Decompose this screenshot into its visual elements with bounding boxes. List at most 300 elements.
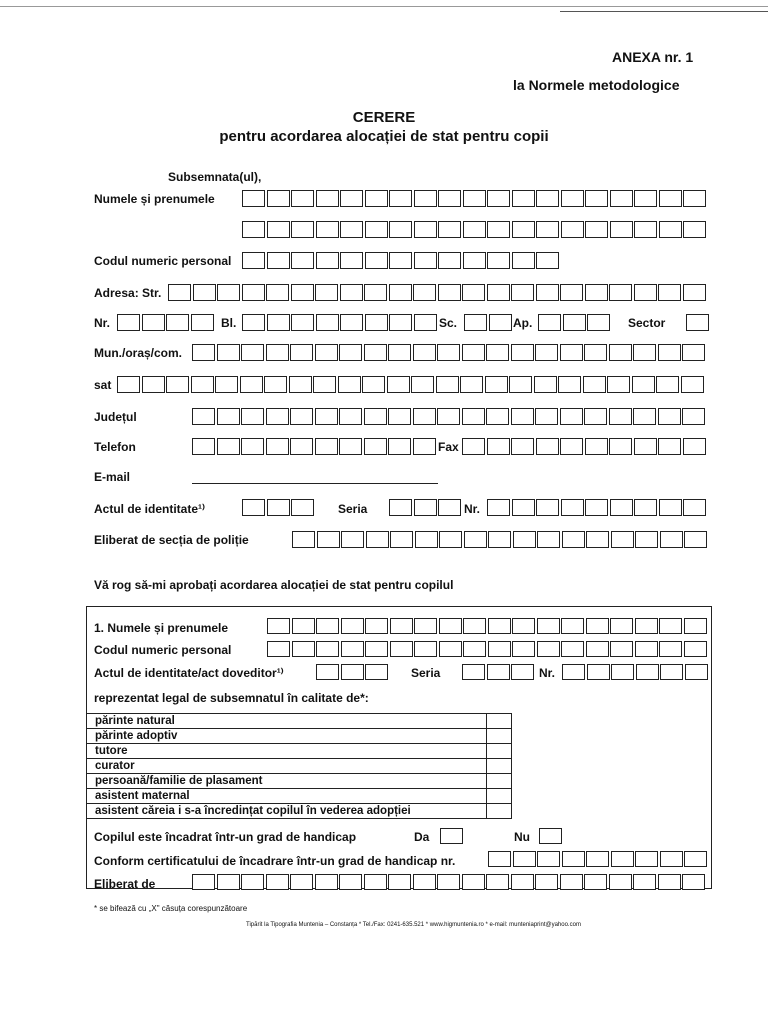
child-issued-by-cells[interactable]	[192, 874, 707, 892]
input-cell[interactable]	[414, 618, 437, 634]
fax-cells[interactable]	[462, 438, 707, 456]
input-cell[interactable]	[390, 618, 413, 634]
input-cell[interactable]	[315, 344, 338, 361]
input-cell[interactable]	[682, 874, 705, 890]
input-cell[interactable]	[413, 438, 436, 455]
input-cell[interactable]	[683, 190, 706, 207]
input-cell[interactable]	[317, 531, 340, 548]
input-cell[interactable]	[166, 376, 189, 393]
input-cell[interactable]	[291, 314, 314, 331]
staircase-cells[interactable]	[464, 314, 513, 332]
child-series-cells[interactable]	[462, 664, 536, 682]
input-cell[interactable]	[583, 376, 606, 393]
input-cell[interactable]	[463, 641, 486, 657]
input-cell[interactable]	[290, 874, 313, 890]
input-cell[interactable]	[683, 438, 706, 455]
input-cell[interactable]	[609, 344, 632, 361]
input-cell[interactable]	[267, 190, 290, 207]
input-cell[interactable]	[438, 190, 461, 207]
input-cell[interactable]	[585, 221, 608, 238]
input-cell[interactable]	[659, 641, 682, 657]
input-cell[interactable]	[292, 618, 315, 634]
input-cell[interactable]	[489, 314, 512, 331]
input-cell[interactable]	[168, 284, 191, 301]
input-cell[interactable]	[609, 438, 632, 455]
input-cell[interactable]	[513, 531, 536, 548]
input-cell[interactable]	[193, 284, 216, 301]
input-cell[interactable]	[266, 284, 289, 301]
input-cell[interactable]	[488, 618, 511, 634]
input-cell[interactable]	[586, 851, 609, 867]
input-cell[interactable]	[487, 499, 510, 516]
input-cell[interactable]	[609, 408, 632, 425]
input-cell[interactable]	[586, 531, 609, 548]
input-cell[interactable]	[560, 438, 583, 455]
input-cell[interactable]	[635, 618, 658, 634]
input-cell[interactable]	[561, 221, 584, 238]
guardian-role-checkbox[interactable]	[487, 729, 512, 744]
input-cell[interactable]	[536, 252, 559, 269]
input-cell[interactable]	[192, 344, 215, 361]
input-cell[interactable]	[242, 314, 265, 331]
applicant-name-row1[interactable]	[242, 190, 708, 208]
input-cell[interactable]	[609, 874, 632, 890]
input-cell[interactable]	[291, 221, 314, 238]
input-cell[interactable]	[610, 618, 633, 634]
input-cell[interactable]	[316, 221, 339, 238]
input-cell[interactable]	[561, 190, 584, 207]
input-cell[interactable]	[585, 284, 608, 301]
input-cell[interactable]	[340, 221, 363, 238]
input-cell[interactable]	[242, 252, 265, 269]
input-cell[interactable]	[341, 618, 364, 634]
input-cell[interactable]	[560, 408, 583, 425]
input-cell[interactable]	[365, 664, 388, 680]
child-cnp-cells[interactable]	[267, 641, 708, 659]
input-cell[interactable]	[388, 408, 411, 425]
number-cells[interactable]	[117, 314, 215, 332]
input-cell[interactable]	[634, 499, 657, 516]
input-cell[interactable]	[512, 641, 535, 657]
input-cell[interactable]	[585, 190, 608, 207]
input-cell[interactable]	[315, 284, 338, 301]
input-cell[interactable]	[633, 874, 656, 890]
city-cells[interactable]	[192, 344, 707, 362]
block-cells[interactable]	[242, 314, 438, 332]
input-cell[interactable]	[659, 499, 682, 516]
applicant-name-row2[interactable]	[242, 221, 708, 239]
input-cell[interactable]	[439, 641, 462, 657]
input-cell[interactable]	[191, 314, 214, 331]
input-cell[interactable]	[610, 641, 633, 657]
input-cell[interactable]	[267, 499, 290, 516]
input-cell[interactable]	[242, 284, 265, 301]
input-cell[interactable]	[291, 252, 314, 269]
input-cell[interactable]	[511, 284, 534, 301]
input-cell[interactable]	[340, 252, 363, 269]
input-cell[interactable]	[389, 221, 412, 238]
input-cell[interactable]	[562, 851, 585, 867]
input-cell[interactable]	[217, 408, 240, 425]
input-cell[interactable]	[340, 284, 363, 301]
input-cell[interactable]	[633, 408, 656, 425]
input-cell[interactable]	[563, 314, 586, 331]
input-cell[interactable]	[511, 664, 534, 680]
input-cell[interactable]	[587, 314, 610, 331]
guardian-role-checkbox[interactable]	[487, 744, 512, 759]
input-cell[interactable]	[390, 531, 413, 548]
input-cell[interactable]	[240, 376, 263, 393]
input-cell[interactable]	[388, 344, 411, 361]
input-cell[interactable]	[292, 531, 315, 548]
input-cell[interactable]	[611, 664, 634, 680]
issued-by-cells[interactable]	[292, 531, 709, 549]
input-cell[interactable]	[463, 618, 486, 634]
input-cell[interactable]	[660, 851, 683, 867]
child-document-cells[interactable]	[316, 664, 390, 682]
input-cell[interactable]	[634, 190, 657, 207]
input-cell[interactable]	[658, 874, 681, 890]
input-cell[interactable]	[242, 221, 265, 238]
input-cell[interactable]	[536, 438, 559, 455]
input-cell[interactable]	[658, 344, 681, 361]
input-cell[interactable]	[487, 664, 510, 680]
input-cell[interactable]	[364, 284, 387, 301]
input-cell[interactable]	[437, 408, 460, 425]
input-cell[interactable]	[241, 438, 264, 455]
input-cell[interactable]	[587, 664, 610, 680]
input-cell[interactable]	[414, 314, 437, 331]
input-cell[interactable]	[610, 499, 633, 516]
input-cell[interactable]	[389, 190, 412, 207]
input-cell[interactable]	[585, 438, 608, 455]
input-cell[interactable]	[241, 408, 264, 425]
input-cell[interactable]	[316, 641, 339, 657]
input-cell[interactable]	[462, 284, 485, 301]
input-cell[interactable]	[659, 221, 682, 238]
guardian-role-checkbox[interactable]	[487, 804, 512, 819]
input-cell[interactable]	[683, 284, 706, 301]
input-cell[interactable]	[414, 499, 437, 516]
input-cell[interactable]	[217, 284, 240, 301]
input-cell[interactable]	[413, 284, 436, 301]
input-cell[interactable]	[365, 618, 388, 634]
sector-cells[interactable]	[686, 314, 711, 332]
input-cell[interactable]	[438, 284, 461, 301]
guardian-role-checkbox[interactable]	[487, 774, 512, 789]
input-cell[interactable]	[683, 221, 706, 238]
input-cell[interactable]	[192, 438, 215, 455]
input-cell[interactable]	[365, 221, 388, 238]
input-cell[interactable]	[364, 344, 387, 361]
input-cell[interactable]	[316, 618, 339, 634]
input-cell[interactable]	[315, 408, 338, 425]
input-cell[interactable]	[511, 438, 534, 455]
input-cell[interactable]	[462, 408, 485, 425]
input-cell[interactable]	[607, 376, 630, 393]
input-cell[interactable]	[365, 641, 388, 657]
input-cell[interactable]	[659, 618, 682, 634]
input-cell[interactable]	[632, 376, 655, 393]
input-cell[interactable]	[537, 618, 560, 634]
input-cell[interactable]	[267, 641, 290, 657]
input-cell[interactable]	[462, 664, 485, 680]
input-cell[interactable]	[685, 664, 708, 680]
input-cell[interactable]	[682, 344, 705, 361]
input-cell[interactable]	[536, 190, 559, 207]
input-cell[interactable]	[586, 641, 609, 657]
input-cell[interactable]	[341, 664, 364, 680]
input-cell[interactable]	[362, 376, 385, 393]
phone-cells[interactable]	[192, 438, 437, 456]
input-cell[interactable]	[166, 314, 189, 331]
input-cell[interactable]	[389, 252, 412, 269]
input-cell[interactable]	[534, 376, 557, 393]
input-cell[interactable]	[266, 344, 289, 361]
input-cell[interactable]	[411, 376, 434, 393]
input-cell[interactable]	[316, 664, 339, 680]
input-cell[interactable]	[387, 376, 410, 393]
input-cell[interactable]	[659, 190, 682, 207]
input-cell[interactable]	[487, 221, 510, 238]
input-cell[interactable]	[117, 314, 140, 331]
input-cell[interactable]	[462, 438, 485, 455]
input-cell[interactable]	[290, 408, 313, 425]
input-cell[interactable]	[486, 408, 509, 425]
input-cell[interactable]	[488, 641, 511, 657]
id-document-cells[interactable]	[242, 499, 316, 517]
input-cell[interactable]	[267, 618, 290, 634]
applicant-cnp-cells[interactable]	[242, 252, 561, 270]
input-cell[interactable]	[684, 641, 707, 657]
input-cell[interactable]	[366, 531, 389, 548]
input-cell[interactable]	[315, 874, 338, 890]
input-cell[interactable]	[192, 408, 215, 425]
input-cell[interactable]	[241, 344, 264, 361]
input-cell[interactable]	[535, 874, 558, 890]
input-cell[interactable]	[291, 284, 314, 301]
input-cell[interactable]	[316, 190, 339, 207]
input-cell[interactable]	[686, 314, 709, 331]
input-cell[interactable]	[438, 221, 461, 238]
input-cell[interactable]	[390, 641, 413, 657]
input-cell[interactable]	[142, 314, 165, 331]
input-cell[interactable]	[660, 531, 683, 548]
input-cell[interactable]	[537, 851, 560, 867]
input-cell[interactable]	[463, 190, 486, 207]
input-cell[interactable]	[636, 664, 659, 680]
input-cell[interactable]	[389, 314, 412, 331]
input-cell[interactable]	[684, 851, 707, 867]
input-cell[interactable]	[535, 344, 558, 361]
input-cell[interactable]	[266, 408, 289, 425]
county-cells[interactable]	[192, 408, 707, 426]
input-cell[interactable]	[340, 190, 363, 207]
input-cell[interactable]	[290, 344, 313, 361]
input-cell[interactable]	[660, 664, 683, 680]
input-cell[interactable]	[538, 314, 561, 331]
input-cell[interactable]	[537, 641, 560, 657]
input-cell[interactable]	[611, 531, 634, 548]
input-cell[interactable]	[266, 874, 289, 890]
input-cell[interactable]	[413, 408, 436, 425]
input-cell[interactable]	[487, 438, 510, 455]
input-cell[interactable]	[682, 408, 705, 425]
input-cell[interactable]	[585, 499, 608, 516]
input-cell[interactable]	[437, 874, 460, 890]
input-cell[interactable]	[389, 499, 412, 516]
input-cell[interactable]	[414, 221, 437, 238]
input-cell[interactable]	[560, 284, 583, 301]
input-cell[interactable]	[512, 499, 535, 516]
guardian-role-checkbox[interactable]	[487, 789, 512, 804]
input-cell[interactable]	[634, 221, 657, 238]
input-cell[interactable]	[536, 499, 559, 516]
input-cell[interactable]	[440, 828, 463, 844]
input-cell[interactable]	[463, 221, 486, 238]
input-cell[interactable]	[658, 284, 681, 301]
input-cell[interactable]	[562, 531, 585, 548]
input-cell[interactable]	[242, 190, 265, 207]
input-cell[interactable]	[364, 438, 387, 455]
input-cell[interactable]	[316, 314, 339, 331]
apartment-cells[interactable]	[538, 314, 612, 332]
input-cell[interactable]	[365, 314, 388, 331]
input-cell[interactable]	[560, 874, 583, 890]
input-cell[interactable]	[463, 252, 486, 269]
input-cell[interactable]	[486, 344, 509, 361]
input-cell[interactable]	[537, 531, 560, 548]
input-cell[interactable]	[681, 376, 704, 393]
input-cell[interactable]	[460, 376, 483, 393]
input-cell[interactable]	[610, 221, 633, 238]
input-cell[interactable]	[315, 438, 338, 455]
input-cell[interactable]	[313, 376, 336, 393]
input-cell[interactable]	[561, 641, 584, 657]
input-cell[interactable]	[536, 284, 559, 301]
street-cells[interactable]	[168, 284, 707, 302]
input-cell[interactable]	[414, 252, 437, 269]
input-cell[interactable]	[267, 314, 290, 331]
input-cell[interactable]	[539, 828, 562, 844]
input-cell[interactable]	[438, 252, 461, 269]
input-cell[interactable]	[339, 438, 362, 455]
input-cell[interactable]	[339, 344, 362, 361]
input-cell[interactable]	[414, 190, 437, 207]
input-cell[interactable]	[437, 344, 460, 361]
input-cell[interactable]	[217, 344, 240, 361]
input-cell[interactable]	[561, 499, 584, 516]
input-cell[interactable]	[488, 531, 511, 548]
input-cell[interactable]	[292, 641, 315, 657]
input-cell[interactable]	[511, 874, 534, 890]
input-cell[interactable]	[439, 618, 462, 634]
input-cell[interactable]	[388, 438, 411, 455]
input-cell[interactable]	[509, 376, 532, 393]
input-cell[interactable]	[684, 618, 707, 634]
input-cell[interactable]	[117, 376, 140, 393]
input-cell[interactable]	[436, 376, 459, 393]
input-cell[interactable]	[438, 499, 461, 516]
input-cell[interactable]	[584, 344, 607, 361]
input-cell[interactable]	[217, 438, 240, 455]
village-cells[interactable]	[117, 376, 705, 394]
input-cell[interactable]	[217, 874, 240, 890]
input-cell[interactable]	[341, 531, 364, 548]
input-cell[interactable]	[414, 641, 437, 657]
input-cell[interactable]	[488, 851, 511, 867]
input-cell[interactable]	[215, 376, 238, 393]
certificate-cells[interactable]	[488, 851, 709, 869]
input-cell[interactable]	[267, 252, 290, 269]
input-cell[interactable]	[242, 499, 265, 516]
input-cell[interactable]	[558, 376, 581, 393]
id-number-cells[interactable]	[487, 499, 708, 517]
input-cell[interactable]	[512, 252, 535, 269]
input-cell[interactable]	[339, 408, 362, 425]
handicap-no-checkbox[interactable]	[539, 828, 564, 846]
input-cell[interactable]	[462, 344, 485, 361]
input-cell[interactable]	[462, 874, 485, 890]
input-cell[interactable]	[536, 221, 559, 238]
input-cell[interactable]	[142, 376, 165, 393]
input-cell[interactable]	[487, 252, 510, 269]
input-cell[interactable]	[289, 376, 312, 393]
input-cell[interactable]	[267, 221, 290, 238]
input-cell[interactable]	[512, 221, 535, 238]
input-cell[interactable]	[340, 314, 363, 331]
email-field[interactable]	[192, 483, 438, 484]
input-cell[interactable]	[266, 438, 289, 455]
input-cell[interactable]	[635, 851, 658, 867]
guardian-role-checkbox[interactable]	[487, 714, 512, 729]
input-cell[interactable]	[291, 499, 314, 516]
input-cell[interactable]	[338, 376, 361, 393]
input-cell[interactable]	[535, 408, 558, 425]
input-cell[interactable]	[658, 438, 681, 455]
input-cell[interactable]	[388, 874, 411, 890]
input-cell[interactable]	[511, 408, 534, 425]
input-cell[interactable]	[684, 531, 707, 548]
input-cell[interactable]	[485, 376, 508, 393]
input-cell[interactable]	[339, 874, 362, 890]
input-cell[interactable]	[635, 531, 658, 548]
input-cell[interactable]	[464, 314, 487, 331]
child-number-cells[interactable]	[562, 664, 709, 682]
input-cell[interactable]	[439, 531, 462, 548]
input-cell[interactable]	[562, 664, 585, 680]
guardian-role-checkbox[interactable]	[487, 759, 512, 774]
input-cell[interactable]	[656, 376, 679, 393]
handicap-yes-checkbox[interactable]	[440, 828, 465, 846]
input-cell[interactable]	[512, 190, 535, 207]
input-cell[interactable]	[635, 641, 658, 657]
input-cell[interactable]	[364, 408, 387, 425]
input-cell[interactable]	[513, 851, 536, 867]
input-cell[interactable]	[584, 408, 607, 425]
input-cell[interactable]	[486, 874, 509, 890]
input-cell[interactable]	[487, 190, 510, 207]
child-name-cells[interactable]	[267, 618, 708, 636]
input-cell[interactable]	[487, 284, 510, 301]
input-cell[interactable]	[634, 438, 657, 455]
input-cell[interactable]	[511, 344, 534, 361]
input-cell[interactable]	[586, 618, 609, 634]
input-cell[interactable]	[611, 851, 634, 867]
input-cell[interactable]	[191, 376, 214, 393]
input-cell[interactable]	[290, 438, 313, 455]
input-cell[interactable]	[683, 499, 706, 516]
